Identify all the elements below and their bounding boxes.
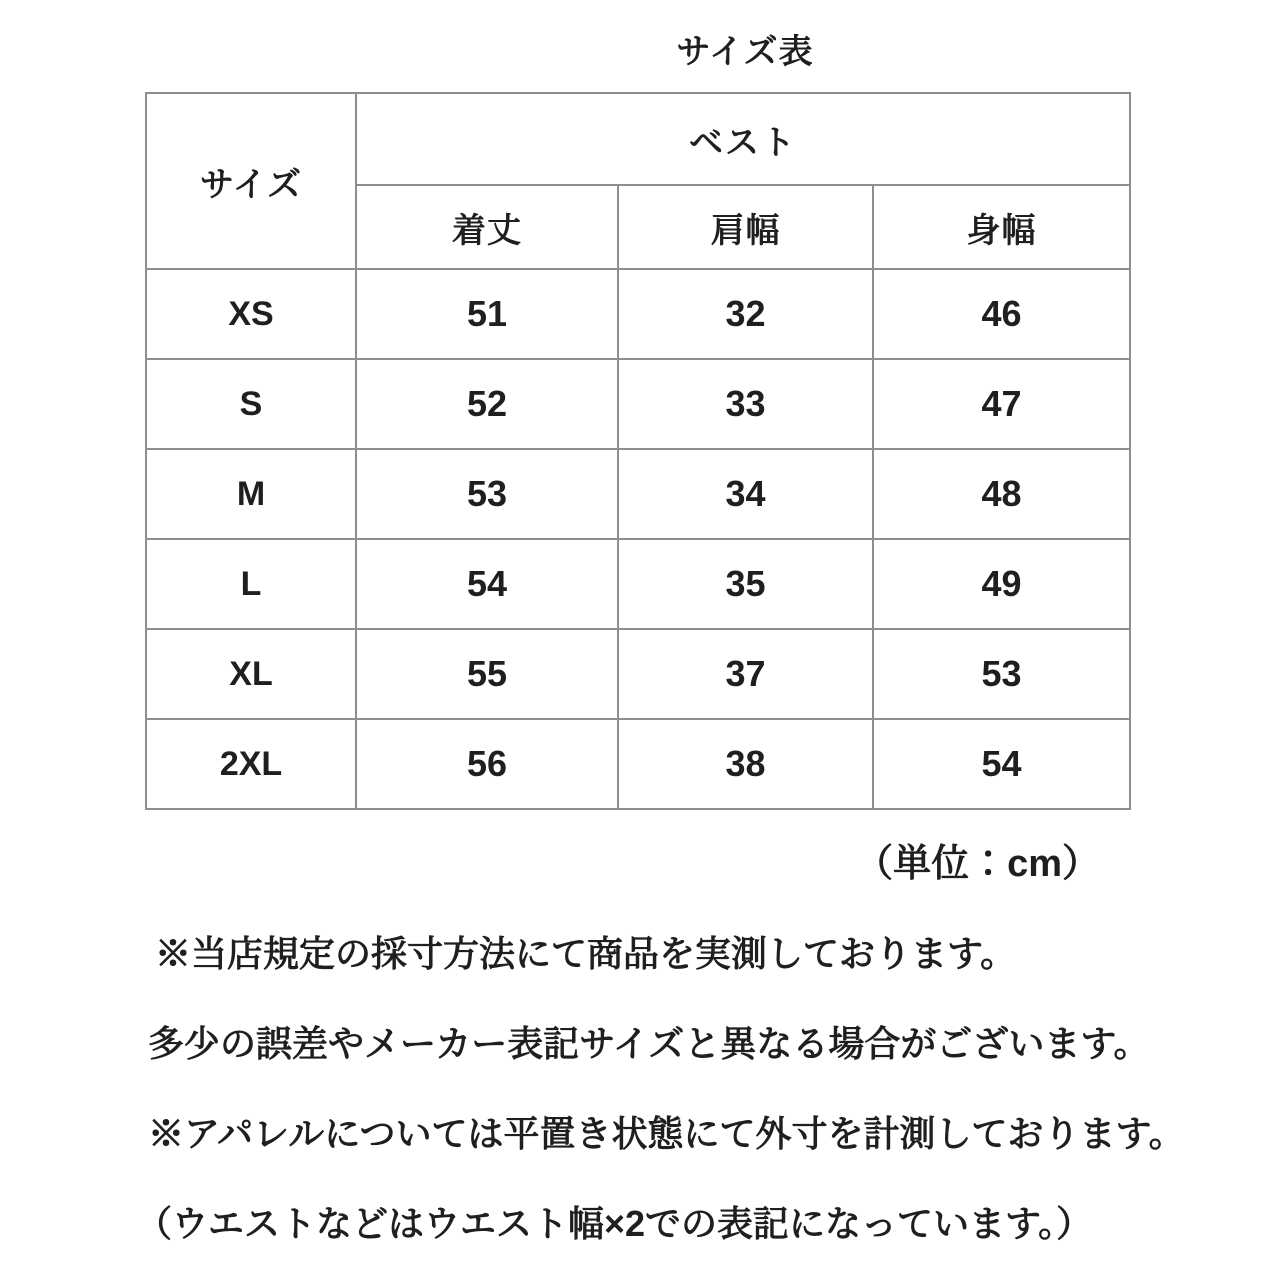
note-waist-notation: （ウエストなどはウエスト幅×2での表記になっています。） — [136, 1203, 1093, 1244]
column-header-length: 着丈 — [356, 185, 618, 269]
column-header-shoulder-width: 肩幅 — [618, 185, 873, 269]
measurement-value: 56 — [356, 719, 618, 809]
measurement-value: 33 — [618, 359, 873, 449]
note-measurement-method: ※当店規定の採寸方法にて商品を実測しております。 — [155, 933, 1017, 974]
table-row-xl — [146, 629, 1130, 719]
measurement-value: 37 — [618, 629, 873, 719]
size-table — [145, 92, 1131, 810]
measurement-value: 32 — [618, 269, 873, 359]
measurement-value: 55 — [356, 629, 618, 719]
size-label: 2XL — [146, 719, 356, 809]
measurement-value: 54 — [356, 539, 618, 629]
size-label: XS — [146, 269, 356, 359]
product-group-header: ベスト — [356, 93, 1130, 185]
measurement-value: 48 — [873, 449, 1130, 539]
measurement-value: 53 — [356, 449, 618, 539]
table-header-row-group — [146, 93, 1130, 185]
measurement-value: 54 — [873, 719, 1130, 809]
measurement-value: 46 — [873, 269, 1130, 359]
size-column-header: サイズ — [146, 93, 356, 269]
measurement-value: 49 — [873, 539, 1130, 629]
measurement-value: 35 — [618, 539, 873, 629]
table-row-m — [146, 449, 1130, 539]
measurement-value: 52 — [356, 359, 618, 449]
note-flat-measurement: ※アパレルについては平置き状態にて外寸を計測しております。 — [148, 1113, 1185, 1154]
size-label: XL — [146, 629, 356, 719]
table-row-xs — [146, 269, 1130, 359]
measurement-value: 47 — [873, 359, 1130, 449]
column-header-body-width: 身幅 — [873, 185, 1130, 269]
measurement-value: 38 — [618, 719, 873, 809]
table-row-2xl — [146, 719, 1130, 809]
measurement-value: 53 — [873, 629, 1130, 719]
note-size-difference: 多少の誤差やメーカー表記サイズと異なる場合がございます。 — [148, 1023, 1150, 1064]
size-label: M — [146, 449, 356, 539]
page-title: サイズ表 — [676, 33, 814, 71]
measurement-value: 51 — [356, 269, 618, 359]
size-label: S — [146, 359, 356, 449]
table-row-l — [146, 539, 1130, 629]
table-row-s — [146, 359, 1130, 449]
size-label: L — [146, 539, 356, 629]
unit-note: （単位：cm） — [855, 843, 1100, 885]
measurement-value: 34 — [618, 449, 873, 539]
